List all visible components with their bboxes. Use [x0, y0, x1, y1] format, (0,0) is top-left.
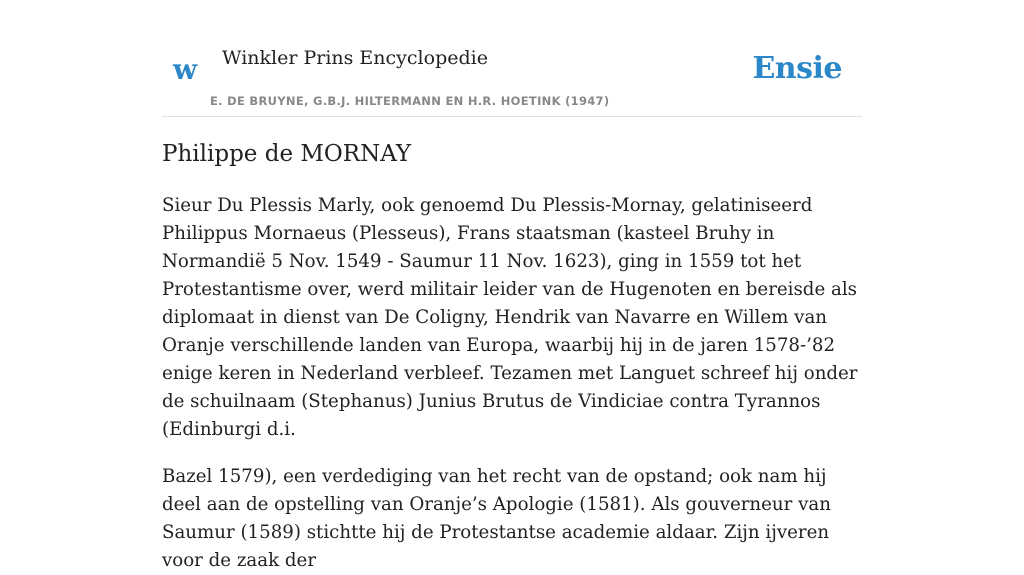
- article-body: [162, 138, 862, 575]
- article-title: Philippe de MORNAY: [162, 141, 412, 167]
- site-header: [162, 0, 862, 117]
- ensie-brand-link[interactable]: Ensie: [752, 51, 842, 86]
- publication-logo[interactable]: w: [173, 53, 198, 86]
- article-paragraph: Sieur Du Plessis Marly, ook genoemd Du Plessis-Mornay, gelatiniseerd Philippus Mornaeus (Plesseus), Frans staatsman (kasteel Bruhy in Normandië 5 Nov. 1549 - Saumur 11 Nov. 1623), ging in 1559 tot het Protestantisme over, werd militair leider van de Hugenoten en bereisde als diplomaat in dienst van De Coligny, Hendrik van Navarre en Willem van Oranje verschillende landen van Europa, waarbij hij in de jaren 1578-’82 enige keren in Nederland verbleef. Tezamen met Languet schreef hij onder de schuilnaam (Stephanus) Junius Brutus de Vindiciae contra Tyrannos (Edinburgi d.i.: [162, 195, 858, 440]
- article-paragraph: Bazel 1579), een verdediging van het recht van de opstand; ook nam hij deel aan de opstelling van Oranje’s Apologie (1581). Als gouverneur van Saumur (1589) stichtte hij de Protestantse academie aldaar. Zijn ijveren voor de zaak der: [162, 466, 831, 571]
- publication-title[interactable]: Winkler Prins Encyclopedie: [222, 47, 488, 69]
- publication-authors: E. DE BRUYNE, G.B.J. HILTERMANN EN H.R. HOETINK (1947): [210, 94, 610, 108]
